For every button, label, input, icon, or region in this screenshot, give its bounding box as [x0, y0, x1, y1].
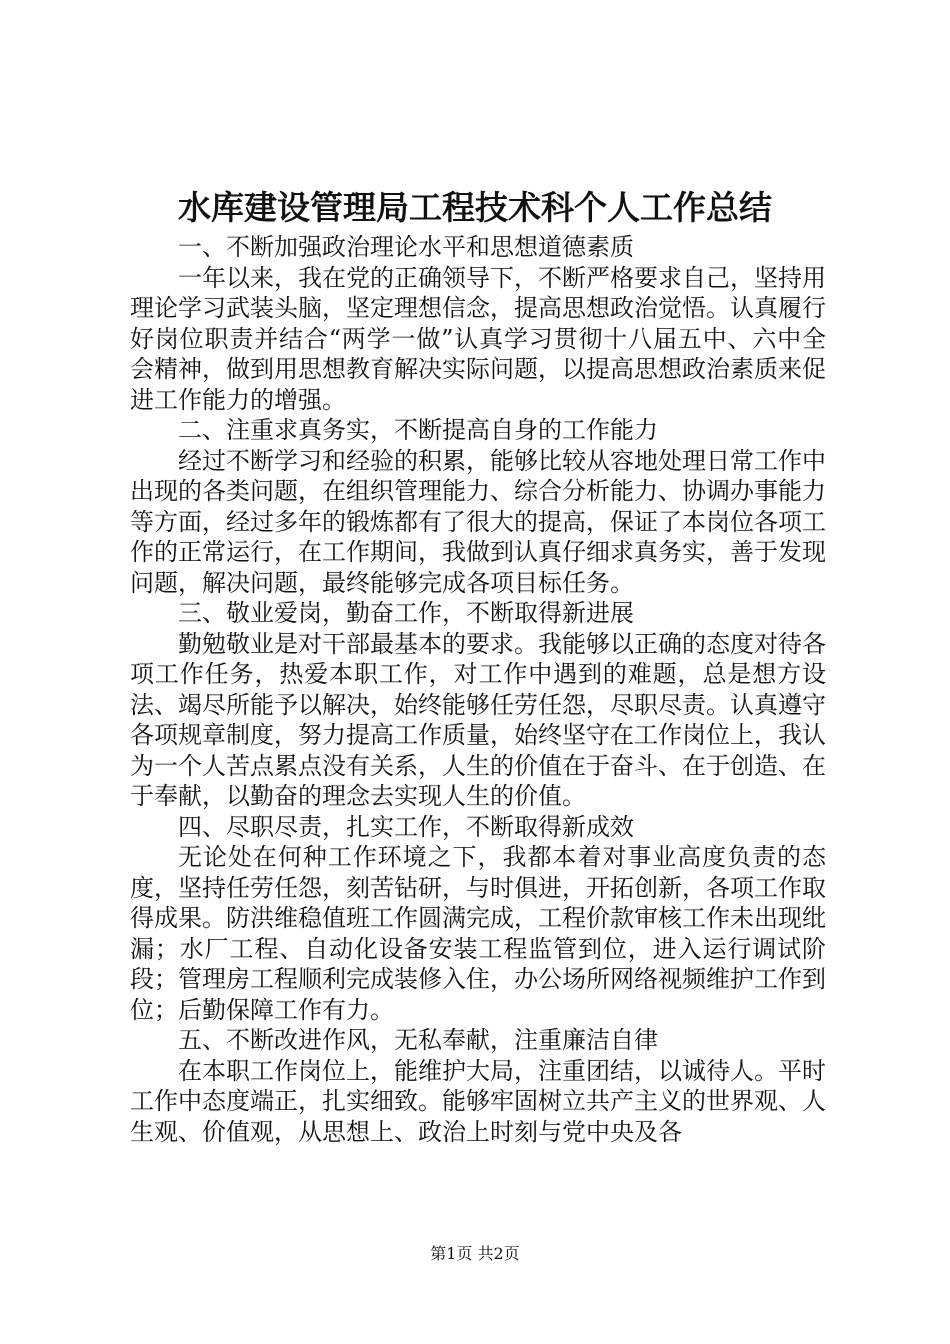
page-footer: 第1页 共2页	[430, 1244, 520, 1263]
section-heading-1: 一、不断加强政治理论水平和思想道德素质	[178, 233, 634, 261]
paragraph: 一年以来，我在党的正确领导下，不断严格要求自己，坚持用理论学习武装头脑，坚定理想信念，提高思想政治觉悟。认真履行好岗位职责并结合“两学一做”认真学习贯彻十八届五中、六中全会精神，做到用思想教育解决实际问题，以提高思想政治素质来促进工作能力的增强。	[130, 263, 826, 414]
section-heading-4: 四、尽职尽责，扎实工作，不断取得新成效	[178, 812, 634, 841]
section-heading-5: 五、不断改进作风，无私奉献，注重廉洁自律	[178, 1026, 658, 1054]
paragraph: 无论处在何种工作环境之下，我都本着对事业高度负责的态度，坚持任劳任怨，刻苦钻研，与时俱进，开拓创新，各项工作取得成果。防洪维稳值班工作圆满完成，工程价款审核工作未出现纰漏；水厂工程、自动化设备安装工程监管到位，进入运行调试阶段；管理房工程顺利完成装修入住，办公场所网络视频维护工作到位；后勤保障工作有力。	[130, 843, 826, 1024]
section-heading-2: 二、注重求真务实，不断提高自身的工作能力	[178, 416, 658, 444]
section-heading-3: 三、敬业爱岗，勤奋工作，不断取得新进展	[178, 599, 634, 627]
paragraph: 勤勉敬业是对干部最基本的要求。我能够以正确的态度对待各项工作任务，热爱本职工作，对工作中遇到的难题，总是想方设法、竭尽所能予以解决，始终能够任劳任怨，尽职尽责。认真遵守各项规章制度，努力提高工作质量，始终坚守在工作岗位上，我认为一个人苦点累点没有关系，人生的价值在于奋斗、在于创造、在于奉献，以勤奋的理念去实现人生的价值。	[130, 629, 826, 810]
paragraph: 经过不断学习和经验的积累，能够比较从容地处理日常工作中出现的各类问题，在组织管理能力、综合分析能力、协调办事能力等方面，经过多年的锻炼都有了很大的提高，保证了本岗位各项工作的正常运行，在工作期间，我做到认真仔细求真务实，善于发现问题，解决问题，最终能够完成各项目标任务。	[130, 446, 826, 597]
paragraph: 在本职工作岗位上，能维护大局，注重团结，以诚待人。平时工作中态度端正，扎实细致。能够牢固树立共产主义的世界观、人生观、价值观，从思想上、政治上时刻与党中央及各	[130, 1056, 826, 1146]
document-body	[130, 232, 826, 1147]
document-title: 水库建设管理局工程技术科个人工作总结	[178, 188, 772, 227]
